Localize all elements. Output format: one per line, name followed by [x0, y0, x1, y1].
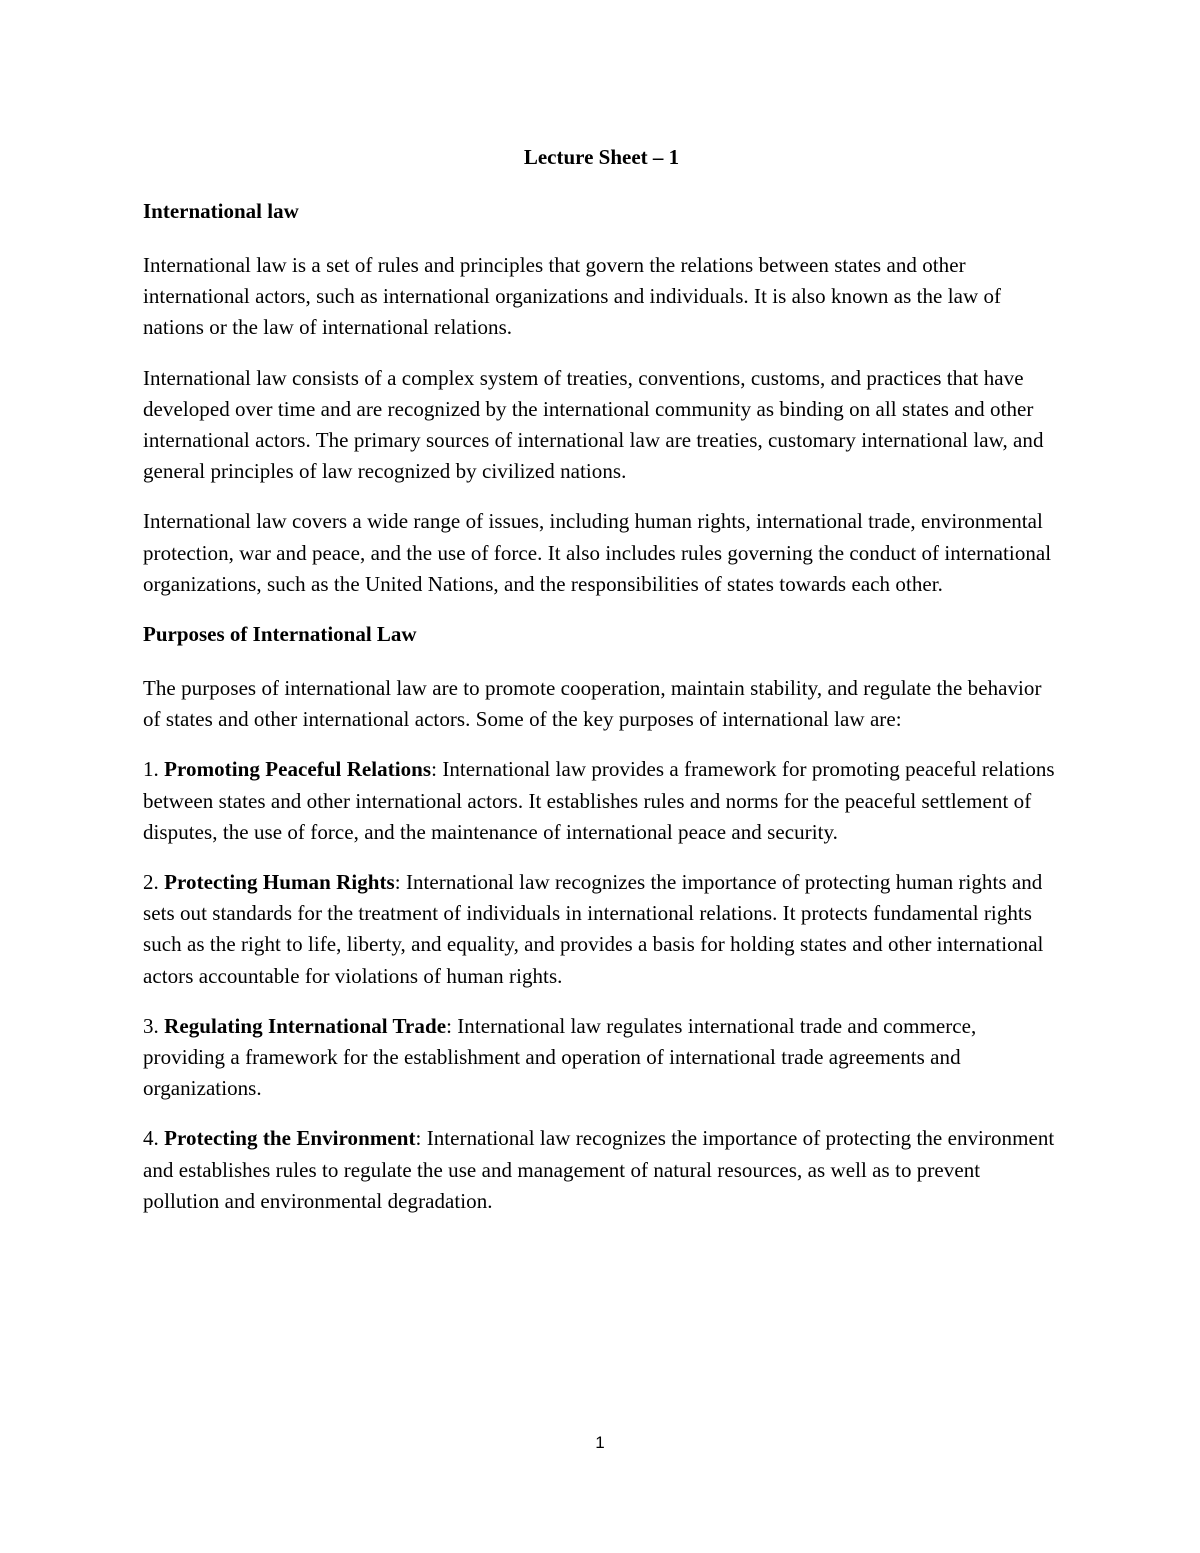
list-item-number: 1. [143, 757, 159, 782]
list-item-text: : International law regulates international trade and commerce, providing a framework for the establishment and operation of international trade agreements and organizations. [143, 1013, 977, 1101]
paragraph-purposes-intro: The purposes of international law are to promote cooperation, maintain stability, and regulate the behavior of states and other international actors. Some of the key purposes of international law are: [143, 676, 1042, 732]
list-item-term: Protecting the Environment [164, 1126, 416, 1151]
list-item-human-rights [143, 867, 1060, 992]
paragraph-scope: International law covers a wide range of issues, including human rights, international trade, environmental protection, war and peace, and the use of force. It also includes rules governing the conduct of international organizations, such as the United Nations, and the responsibilities of states towards each other. [143, 509, 1052, 596]
list-item-peaceful-relations [143, 754, 1060, 848]
paragraph-definition: International law is a set of rules and principles that govern the relations between states and other international actors, such as international organizations and individuals. It is also known as the law of nations or the law of international relations. [143, 253, 1002, 340]
list-item-number: 2. [143, 870, 159, 895]
list-item-number: 3. [143, 1013, 159, 1038]
list-item-text: : International law recognizes the importance of protecting human rights and sets out standards for the treatment of individuals in international relations. It protects fundamental rights such as the right to life, liberty, and equality, and provides a basis for holding states and other international actors accountable for violations of human rights. [143, 870, 1044, 988]
page-number: 1 [595, 1433, 605, 1452]
list-item-international-trade [143, 1011, 1060, 1105]
list-item-environment [143, 1123, 1060, 1217]
paragraph-sources: International law consists of a complex system of treaties, conventions, customs, and practices that have developed over time and are recognized by the international community as binding on all states and other international actors. The primary sources of international law are treaties, customary international law, and general principles of law recognized by civilized nations. [143, 365, 1044, 484]
list-item-term: Protecting Human Rights [164, 870, 395, 895]
list-item-text: : International law recognizes the importance of protecting the environment and establishes rules to regulate the use and management of natural resources, as well as to prevent pollution and environmental degradation. [143, 1126, 1055, 1213]
section-heading-international-law: International law [143, 199, 299, 223]
list-item-number: 4. [143, 1126, 159, 1151]
list-item-term: Regulating International Trade [164, 1013, 447, 1038]
document-title: Lecture Sheet – 1 [523, 145, 680, 169]
list-item-term: Promoting Peaceful Relations [164, 757, 432, 782]
list-item-text: : International law provides a framework for promoting peaceful relations between states and other international actors. It establishes rules and norms for the peaceful settlement of disputes, the use of force, and the maintenance of international peace and security. [143, 757, 1055, 844]
section-heading-purposes: Purposes of International Law [143, 622, 417, 647]
